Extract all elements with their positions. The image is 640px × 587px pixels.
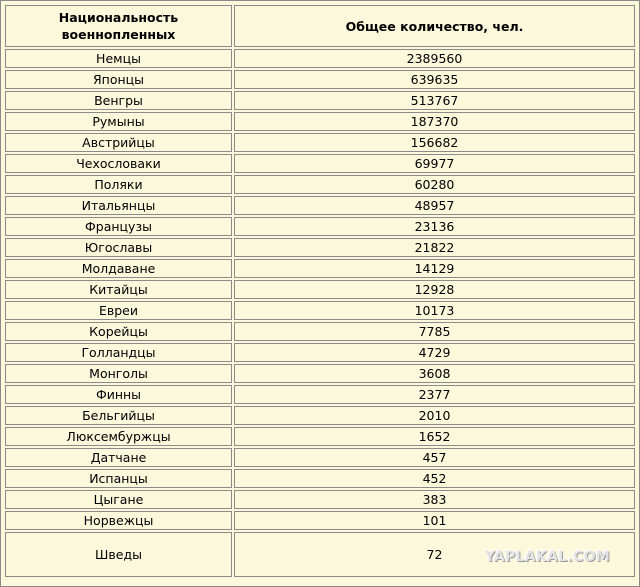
- nationality-cell: Французы: [5, 217, 232, 236]
- count-cell: 72: [234, 532, 635, 577]
- count-cell: 513767: [234, 91, 635, 110]
- table-row: [5, 259, 635, 278]
- count-cell: 452: [234, 469, 635, 488]
- nationality-cell: Корейцы: [5, 322, 232, 341]
- count-cell: 14129: [234, 259, 635, 278]
- nationality-cell: Цыгане: [5, 490, 232, 509]
- prisoners-table: [3, 3, 637, 579]
- nationality-cell: Финны: [5, 385, 232, 404]
- nationality-cell: Монголы: [5, 364, 232, 383]
- count-cell: 156682: [234, 133, 635, 152]
- count-cell: 2010: [234, 406, 635, 425]
- table-row: [5, 133, 635, 152]
- header-row: [5, 5, 635, 47]
- header-count: Общее количество, чел.: [234, 5, 635, 47]
- count-cell: 101: [234, 511, 635, 530]
- count-cell: 10173: [234, 301, 635, 320]
- nationality-cell: Немцы: [5, 49, 232, 68]
- count-cell: 1652: [234, 427, 635, 446]
- table-row: [5, 511, 635, 530]
- count-cell: 12928: [234, 280, 635, 299]
- table-row: [5, 112, 635, 131]
- nationality-cell: Голландцы: [5, 343, 232, 362]
- nationality-cell: Шведы: [5, 532, 232, 577]
- table-row: [5, 196, 635, 215]
- nationality-cell: Румыны: [5, 112, 232, 131]
- nationality-cell: Испанцы: [5, 469, 232, 488]
- count-cell: 4729: [234, 343, 635, 362]
- table-row: [5, 322, 635, 341]
- nationality-cell: Венгры: [5, 91, 232, 110]
- count-cell: 639635: [234, 70, 635, 89]
- table-row: [5, 490, 635, 509]
- nationality-cell: Молдаване: [5, 259, 232, 278]
- count-cell: 7785: [234, 322, 635, 341]
- count-cell: 21822: [234, 238, 635, 257]
- nationality-cell: Датчане: [5, 448, 232, 467]
- count-cell: 3608: [234, 364, 635, 383]
- nationality-cell: Бельгийцы: [5, 406, 232, 425]
- table-row: [5, 469, 635, 488]
- nationality-cell: Австрийцы: [5, 133, 232, 152]
- count-cell: 187370: [234, 112, 635, 131]
- table-row: [5, 364, 635, 383]
- table-row: [5, 448, 635, 467]
- table-row: [5, 238, 635, 257]
- count-cell: 60280: [234, 175, 635, 194]
- count-cell: 48957: [234, 196, 635, 215]
- nationality-cell: Евреи: [5, 301, 232, 320]
- table-row: [5, 280, 635, 299]
- table-row: [5, 385, 635, 404]
- nationality-cell: Итальянцы: [5, 196, 232, 215]
- table-row: [5, 217, 635, 236]
- table-row: [5, 343, 635, 362]
- count-cell: 2389560: [234, 49, 635, 68]
- count-cell: 457: [234, 448, 635, 467]
- table-row: [5, 154, 635, 173]
- table-row: [5, 427, 635, 446]
- nationality-cell: Люксембуржцы: [5, 427, 232, 446]
- table-row: [5, 70, 635, 89]
- table-row: [5, 301, 635, 320]
- count-cell: 69977: [234, 154, 635, 173]
- header-nationality: Национальность военнопленных: [5, 5, 232, 47]
- table-body: [5, 49, 635, 577]
- table-row: [5, 91, 635, 110]
- count-cell: 2377: [234, 385, 635, 404]
- count-cell: 383: [234, 490, 635, 509]
- nationality-cell: Норвежцы: [5, 511, 232, 530]
- table-row: [5, 406, 635, 425]
- nationality-cell: Китайцы: [5, 280, 232, 299]
- watermark-logo: YAPLAKAL.COM: [484, 549, 610, 565]
- nationality-cell: Поляки: [5, 175, 232, 194]
- nationality-cell: Чехословаки: [5, 154, 232, 173]
- table-row: [5, 175, 635, 194]
- nationality-cell: Японцы: [5, 70, 232, 89]
- nationality-cell: Югославы: [5, 238, 232, 257]
- table-row: [5, 49, 635, 68]
- count-cell: 23136: [234, 217, 635, 236]
